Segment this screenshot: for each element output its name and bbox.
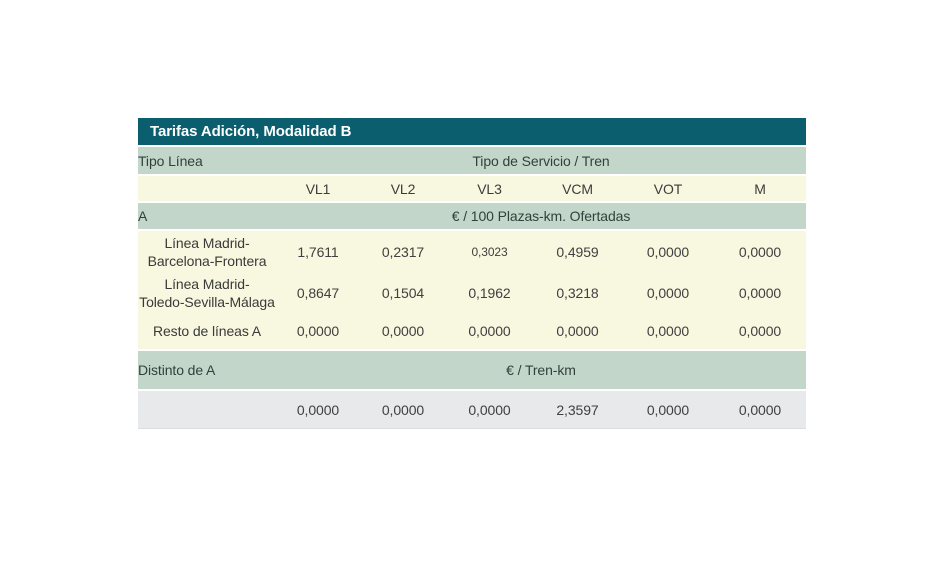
row-label-line: Línea Madrid- <box>164 234 250 251</box>
section-a-label: A <box>138 202 276 230</box>
table-title: Tarifas Adición, Modalidad B <box>138 118 806 146</box>
row-label-line: Barcelona-Frontera <box>147 253 267 269</box>
cell-value: 0,1962 <box>446 273 533 313</box>
column-header-vl3: VL3 <box>446 175 533 202</box>
column-header-row <box>138 175 806 202</box>
column-header-vl2: VL2 <box>360 175 446 202</box>
cell-value: 1,7611 <box>276 230 360 273</box>
cell-value: 0,3023 <box>446 230 533 273</box>
table-title-bar <box>138 118 806 146</box>
cell-value: 2,3597 <box>533 390 622 429</box>
row-label-madrid-barcelona <box>138 230 276 273</box>
tariff-table <box>138 118 806 429</box>
cell-value: 0,4959 <box>533 230 622 273</box>
cell-value: 0,0000 <box>714 273 806 313</box>
column-header-vcm: VCM <box>533 175 622 202</box>
cell-value: 0,0000 <box>276 390 360 429</box>
table-row-distinto-values <box>138 390 806 429</box>
table-row-resto-lineas-a <box>138 313 806 350</box>
cell-value: 0,0000 <box>533 313 622 350</box>
cell-value: 0,8647 <box>276 273 360 313</box>
section-b-unit: € / Tren-km <box>276 350 806 390</box>
cell-value: 0,0000 <box>360 313 446 350</box>
row-label-line: Línea Madrid- <box>164 275 250 292</box>
cell-value: 0,0000 <box>360 390 446 429</box>
cell-value: 0,3218 <box>533 273 622 313</box>
cell-value: 0,0000 <box>622 390 714 429</box>
row-label-empty <box>138 390 276 429</box>
column-header-vot: VOT <box>622 175 714 202</box>
section-b-label: Distinto de A <box>138 350 276 390</box>
table-row-madrid-barcelona <box>138 230 806 273</box>
section-band-distinto-de-a <box>138 350 806 390</box>
cell-value: 0,0000 <box>446 390 533 429</box>
cell-value: 0,1504 <box>360 273 446 313</box>
section-band-a <box>138 202 806 230</box>
cell-value: 0,0000 <box>714 313 806 350</box>
cell-value: 0,0000 <box>276 313 360 350</box>
header-tipo-linea: Tipo Línea <box>138 146 276 175</box>
header-tipo-servicio: Tipo de Servicio / Tren <box>276 146 806 175</box>
row-label-line: Toledo-Sevilla-Málaga <box>139 294 275 310</box>
corner-empty-cell <box>138 175 276 202</box>
column-header-vl1: VL1 <box>276 175 360 202</box>
row-label-line: Resto de líneas A <box>152 322 262 339</box>
row-label-madrid-toledo <box>138 273 276 313</box>
column-header-m: M <box>714 175 806 202</box>
header-row <box>138 146 806 175</box>
cell-value: 0,0000 <box>622 313 714 350</box>
cell-value: 0,0000 <box>714 230 806 273</box>
section-a-unit: € / 100 Plazas-km. Ofertadas <box>276 202 806 230</box>
cell-value: 0,0000 <box>622 230 714 273</box>
cell-value: 0,0000 <box>714 390 806 429</box>
cell-value: 0,2317 <box>360 230 446 273</box>
row-label-resto <box>138 313 276 350</box>
table-row-madrid-toledo <box>138 273 806 313</box>
cell-value: 0,0000 <box>446 313 533 350</box>
cell-value: 0,0000 <box>622 273 714 313</box>
